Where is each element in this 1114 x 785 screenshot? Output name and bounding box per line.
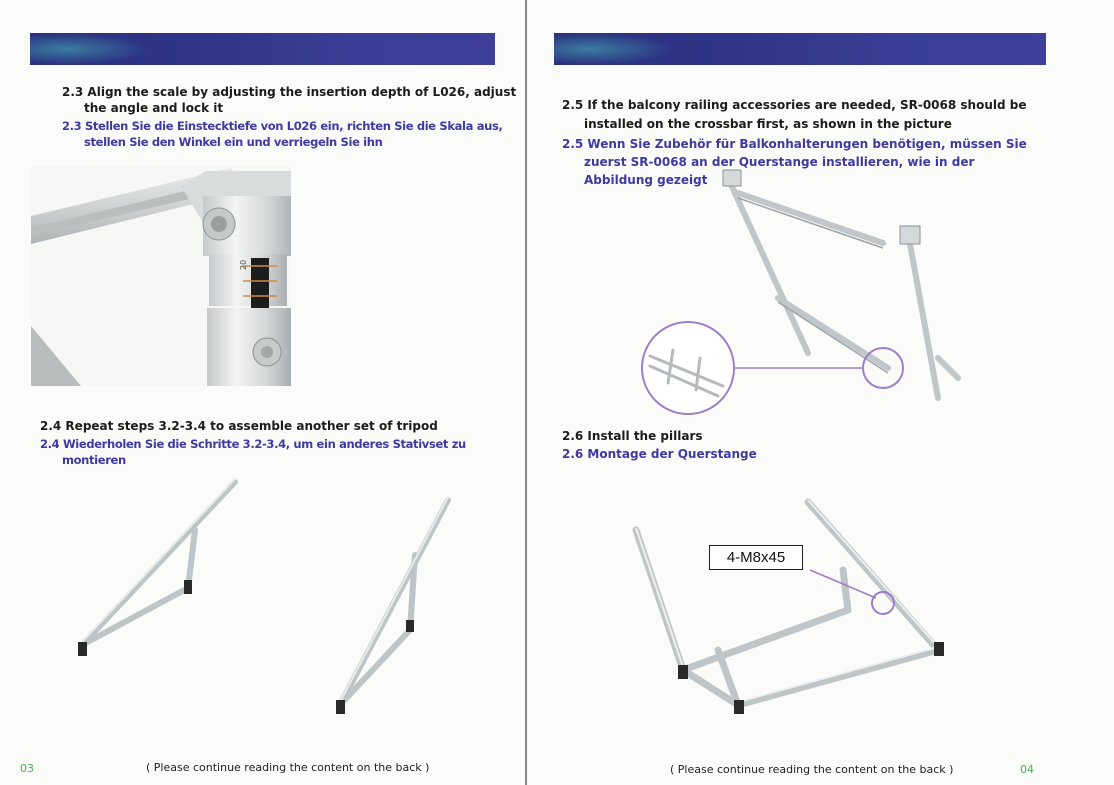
step-2-4-english: 2.4 Repeat steps 3.2-3.4 to assemble another set of tripod [40,419,438,433]
scale-mark-label: 20 [239,259,248,270]
page-gutter [525,0,527,785]
step-2-6-german: 2.6 Montage der Querstange [562,447,757,461]
step-2-3 [40,84,522,150]
step-2-4-german: 2.4 Wiederholen Sie die Schritte 3.2-3.4, um ein anderes Stativset zu montieren [40,437,466,467]
tripod-pair-photo [60,470,460,730]
step-2-6-english: 2.6 Install the pillars [562,429,703,443]
continue-note: ( Please continue reading the content on the back ) [670,763,954,776]
crossbar-accessory-photo [638,168,978,418]
header-banner [30,33,495,65]
scale-adjustment-photo [31,166,291,386]
page-number: 04 [1020,763,1034,776]
right-page [528,0,1114,785]
header-banner [554,33,1046,65]
step-2-4 [40,418,532,468]
step-2-6 [562,428,862,462]
step-2-5-german: 2.5 Wenn Sie Zubehör für Balkonhalterungen benötigen, müssen Sie zuerst SR-0068 an der Querstange installieren, wie in der Abbildung gezeigt [562,137,1027,187]
bolt-spec-callout: 4-M8x45 [709,545,803,570]
step-2-3-english: 2.3 Align the scale by adjusting the insertion depth of L026, adjust the angle and lock it [62,85,517,115]
step-2-5-english: 2.5 If the balcony railing accessories are needed, SR-0068 should be installed on the crossbar first, as shown in the picture [562,98,1027,131]
step-2-3-german: 2.3 Stellen Sie die Einstecktiefe von L026 ein, richten Sie die Skala aus, stellen Sie den Winkel ein und verriegeln Sie ihn [62,119,503,149]
pillar-frame-photo [618,490,1018,730]
page-number: 03 [20,762,34,775]
continue-note: ( Please continue reading the content on the back ) [146,761,430,774]
left-page [0,0,526,785]
